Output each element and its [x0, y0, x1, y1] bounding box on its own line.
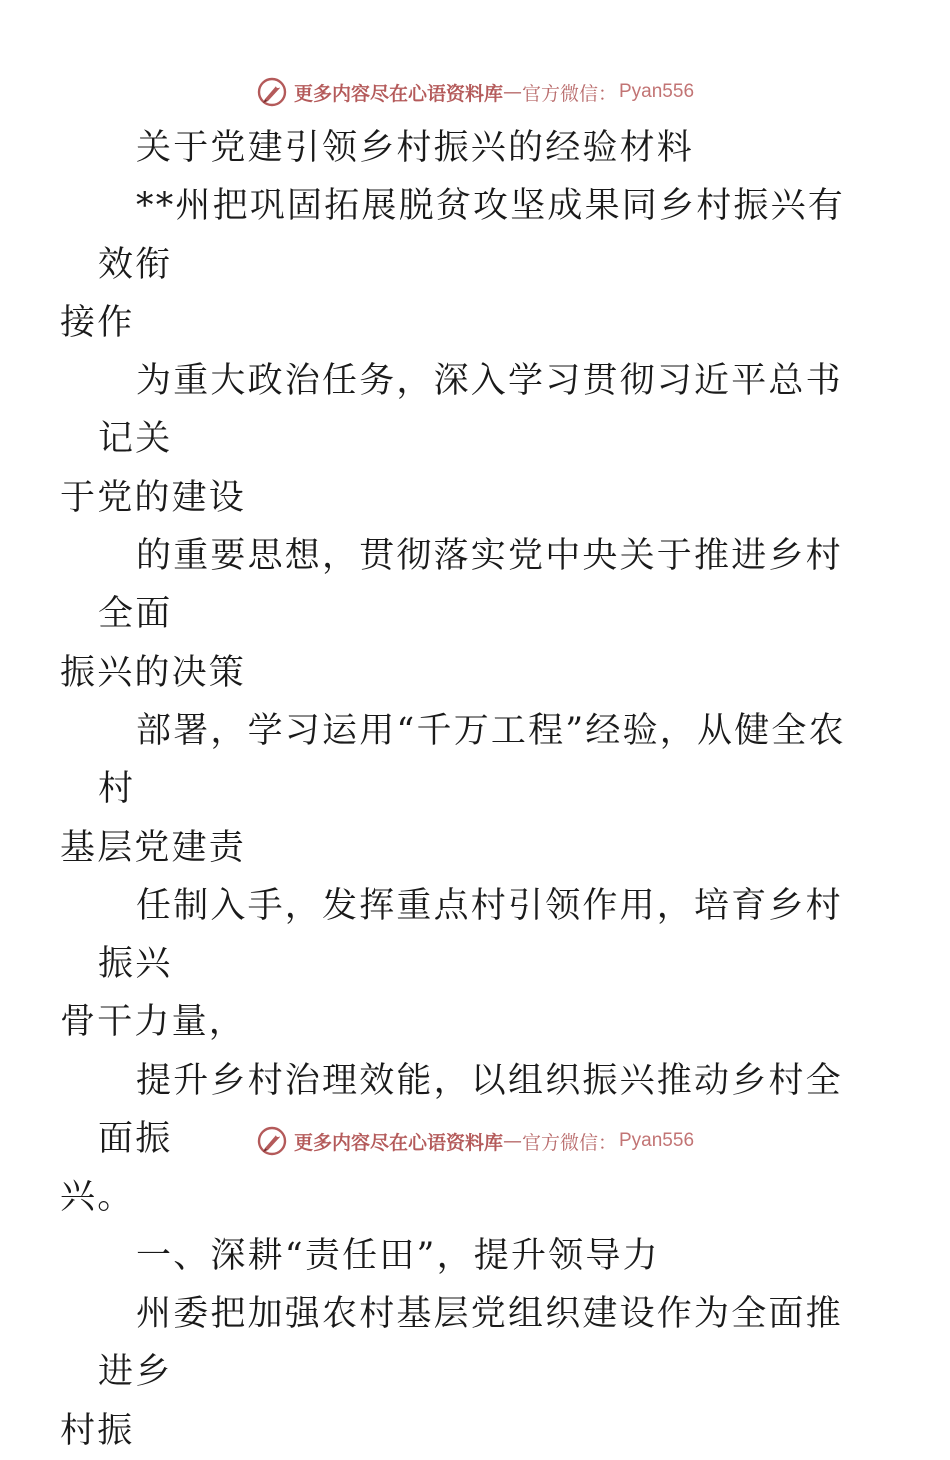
footer-watermark-banner	[0, 1121, 950, 1161]
paragraph-line: 一、深耕“责任田”，提升领导力	[136, 1235, 660, 1276]
header-watermark-banner	[0, 72, 950, 112]
section-heading	[98, 1227, 858, 1285]
paragraph-line-continuation: 骨干力量，	[60, 1002, 247, 1043]
banner-separator: —	[502, 81, 522, 103]
banner-wechat-account: Pyan556	[619, 81, 695, 102]
paragraph-line-continuation: 接作	[60, 302, 135, 343]
paragraph-line-continuation: 振兴的决策	[60, 652, 247, 693]
paragraph-line-continuation: 村振	[60, 1410, 135, 1451]
document-title	[98, 119, 858, 177]
paragraph-line: 提升乡村治理效能，以组织振兴推动乡村全面振	[98, 1060, 843, 1160]
paragraph-line: 州委把加强农村基层党组织建设作为全面推进乡	[98, 1293, 843, 1393]
banner-wechat-label: 官方微信：	[521, 82, 617, 105]
paragraph-line: 任制入手，发挥重点村引领作用，培育乡村振兴	[98, 885, 843, 985]
quill-pen-circle-icon	[256, 76, 288, 108]
paragraph	[60, 702, 858, 877]
banner-wechat-account: Pyan556	[619, 1130, 695, 1151]
paragraph	[60, 352, 858, 527]
paragraph-line: 部署，学习运用“千万工程”经验，从健全农村	[98, 710, 846, 810]
banner-separator: —	[502, 1130, 522, 1152]
paragraph	[60, 877, 858, 1052]
paragraph	[60, 177, 858, 352]
banner-main-text: 更多内容尽在心语资料库	[293, 82, 503, 105]
paragraph	[60, 1285, 858, 1460]
banner-wechat-label: 官方微信：	[521, 1131, 617, 1154]
paragraph-line-continuation: 兴。	[60, 1177, 135, 1218]
paragraph-line: 为重大政治任务，深入学习贯彻习近平总书记关	[98, 361, 843, 460]
paragraph-line-continuation: 基层党建责	[60, 827, 247, 868]
paragraph-line: 关于党建引领乡村振兴的经验材料	[136, 128, 695, 168]
paragraph-line: **州把巩固拓展脱贫攻坚成果同乡村振兴有效衔	[98, 186, 846, 285]
quill-pen-circle-icon	[256, 1125, 288, 1157]
paragraph-line-continuation: 于党的建设	[60, 477, 247, 518]
document-body	[60, 119, 858, 1460]
banner-main-text: 更多内容尽在心语资料库	[293, 1131, 503, 1154]
paragraph	[60, 527, 858, 702]
paragraph-line: 的重要思想，贯彻落实党中央关于推进乡村全面	[98, 536, 843, 635]
